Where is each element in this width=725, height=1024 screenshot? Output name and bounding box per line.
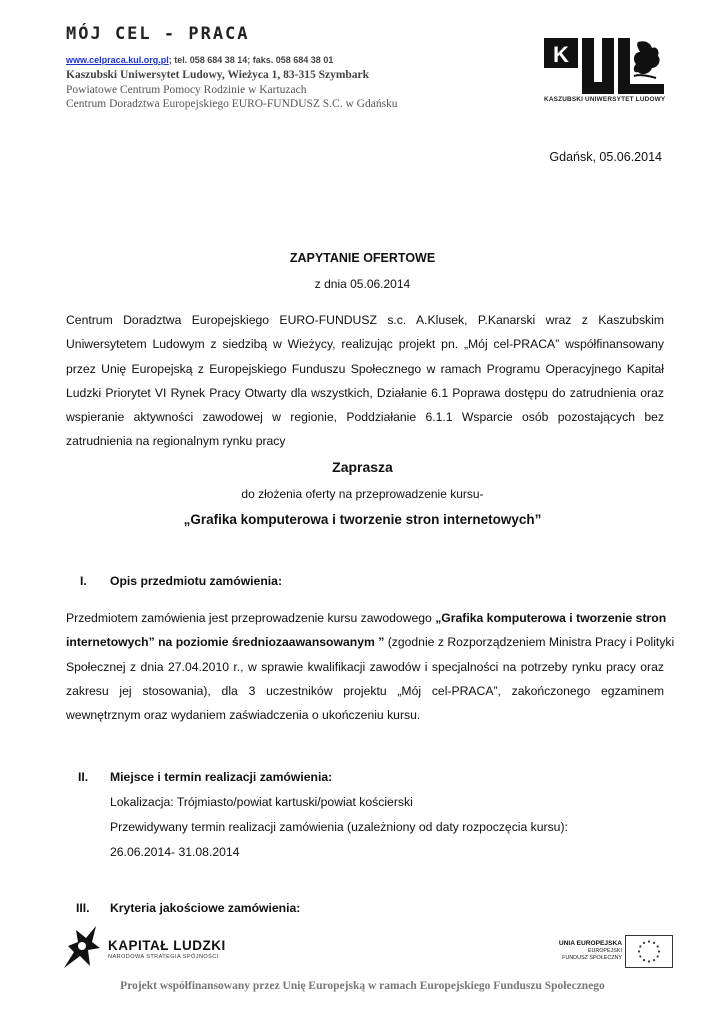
eu-label-line: FUNDUSZ SPOŁECZNY xyxy=(562,955,622,961)
section-1-bold-text: internetowych” na poziomie średniozaawansowanym ” xyxy=(66,635,385,650)
eu-label-line: UNIA EUROPEJSKA xyxy=(558,940,622,947)
eu-star-icon xyxy=(648,940,650,942)
document-subtitle: z dnia 05.06.2014 xyxy=(314,277,411,291)
section-3-title: Kryteria jakościowe zamówienia: xyxy=(110,901,301,915)
eu-star-icon xyxy=(653,942,655,944)
eu-star-icon xyxy=(657,955,659,957)
intro-line: Ludzki Priorytet VI Rynek Pracy Otwarty dla wszystkich, Działanie 6.1 Poprawa dostępu do zatrudnienia oraz xyxy=(66,385,664,400)
section-1-bold-text: „Grafika komputerowa i tworzenie stron xyxy=(435,611,667,625)
document-title: ZAPYTANIE OFERTOWE xyxy=(289,251,436,265)
section-1-text: Przedmiotem zamówienia jest przeprowadzenie kursu zawodowego xyxy=(66,611,436,625)
eu-label-line: EUROPEJSKI xyxy=(587,948,622,954)
section-1-line: Społecznej z dnia 27.04.2010 r., w sprawie kwalifikacji zawodów i specjalności na potrzeby rynku pracy oraz xyxy=(66,659,664,674)
kapital-ludzki-logo-icon xyxy=(62,922,102,970)
course-title: „Grafika komputerowa i tworzenie stron internetowych” xyxy=(183,512,542,527)
eu-star-icon xyxy=(639,955,641,957)
eu-star-icon xyxy=(638,950,640,952)
section-1-line xyxy=(66,606,667,630)
section-1-text: (zgodnie z Rozporządzeniem Ministra Pracy i Polityki xyxy=(384,635,675,650)
section-1-paragraph xyxy=(66,606,675,727)
intro-line: przez Unię Europejską z Europejskiego Funduszu Społecznego w ramach Programu Operacyjnego Kapitał xyxy=(66,361,664,376)
eu-star-icon xyxy=(648,960,650,962)
eu-star-icon xyxy=(643,942,645,944)
eu-star-icon xyxy=(658,950,660,952)
section-2-term-dates: 26.06.2014- 31.08.2014 xyxy=(110,845,240,859)
org-line-3: Centrum Doradztwa Europejskiego EURO-FUNDUSZ S.C. w Gdańsku xyxy=(66,98,398,110)
eu-star-icon xyxy=(657,945,659,947)
intro-line: zatrudnienia na regionalnym rynku pracy xyxy=(66,434,286,449)
intro-line: Uniwersytetem Ludowym z siedzibą w Wieżycy, realizując projekt pn. „Mój cel-PRACA” współfinansowany xyxy=(66,337,664,352)
intro-line: Centrum Doradztwa Europejskiego EURO-FUNDUSZ s.c. A.Klusek, P.Kanarski wraz z Kaszubskim xyxy=(66,313,664,327)
website-link[interactable]: www.celpraca.kul.org.pl xyxy=(66,55,169,65)
contact-line xyxy=(66,55,333,65)
section-2-title: Miejsce i termin realizacji zamówienia: xyxy=(110,770,333,784)
svg-text:K: K xyxy=(553,42,569,67)
invite-heading: Zaprasza xyxy=(332,459,393,475)
kapital-ludzki-subtitle: NARODOWA STRATEGIA SPÓJNOŚCI xyxy=(108,954,219,960)
eu-label-block xyxy=(556,940,622,961)
griffin-emblem-icon xyxy=(634,41,660,78)
intro-line: wspieranie aktywności zawodowej w regionie, Poddziałanie 6.1.1 Wsparcie osób pozostających bez xyxy=(66,410,664,425)
document-date: Gdańsk, 05.06.2014 xyxy=(549,150,662,164)
org-line-1: Kaszubski Uniwersytet Ludowy, Wieżyca 1, 83-315 Szymbark xyxy=(66,69,370,81)
kul-logo-caption: KASZUBSKI UNIWERSYTET LUDOWY xyxy=(544,96,666,103)
org-line-2: Powiatowe Centrum Pomocy Rodzinie w Kartuzach xyxy=(66,84,307,96)
section-1-number: I. xyxy=(80,574,87,588)
section-1-line xyxy=(66,630,675,654)
section-1-line: zakresu jej stosowania), dla 3 uczestników projektu „Mój cel-PRACA”, zakończonego egzaminem xyxy=(66,683,664,698)
kapital-ludzki-name: KAPITAŁ LUDZKI xyxy=(108,938,226,953)
section-2-number: II. xyxy=(78,770,89,784)
kul-logo xyxy=(544,38,664,104)
section-2-term-label: Przewidywany termin realizacji zamówienia (uzależniony od daty rozpoczęcia kursu): xyxy=(110,820,568,834)
section-3-number: III. xyxy=(76,901,90,915)
footer-cofinancing-note: Projekt współfinansowany przez Unię Europejską w ramach Europejskiego Funduszu Społecznego xyxy=(120,980,605,992)
contact-phone-fax: ; tel. 058 684 38 14; faks. 058 684 38 01 xyxy=(168,55,334,65)
eu-star-icon xyxy=(653,959,655,961)
eu-star-icon xyxy=(643,959,645,961)
brand-title: MÓJ CEL - PRACA xyxy=(66,24,250,44)
section-1-line: wewnętrznym oraz wydaniem zaświadczenia o ukończeniu kursu. xyxy=(66,708,421,723)
eu-flag-icon xyxy=(625,935,673,968)
section-1-title: Opis przedmiotu zamówienia: xyxy=(110,574,282,588)
invite-text: do złożenia oferty na przeprowadzenie kursu- xyxy=(241,487,484,501)
section-2-location: Lokalizacja: Trójmiasto/powiat kartuski/powiat kościerski xyxy=(110,795,413,809)
eu-star-icon xyxy=(639,945,641,947)
intro-paragraph xyxy=(66,308,664,454)
